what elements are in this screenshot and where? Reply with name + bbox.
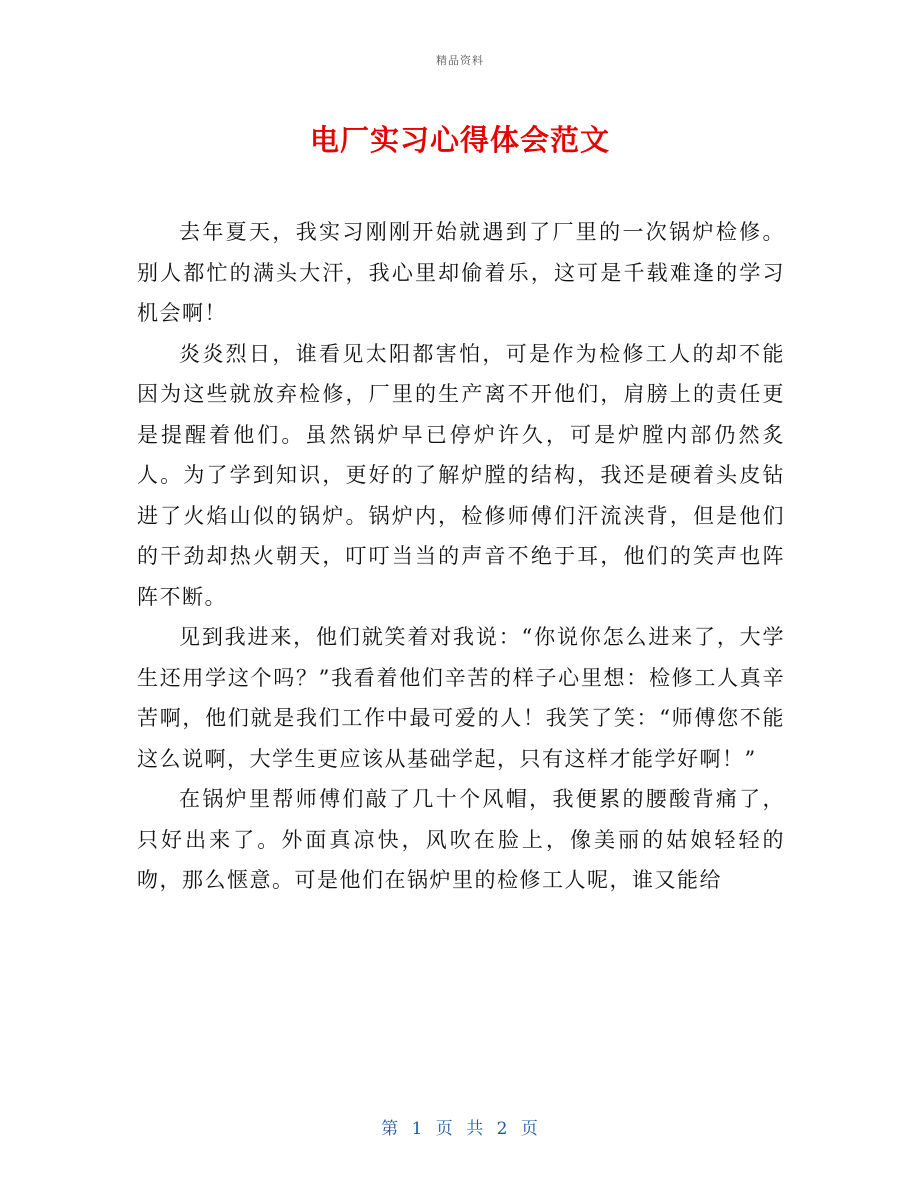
page-number-footer: 第 1 页 共 2 页 — [381, 1119, 539, 1139]
document-body — [137, 212, 785, 901]
paragraph-4: 在锅炉里帮师傅们敲了几十个风帽，我便累的腰酸背痛了，只好出来了。外面真凉快，风吹在脸上，像美丽的姑娘轻轻的吻，那么惬意。可是他们在锅炉里的检修工人呢，谁又能给 — [137, 787, 785, 892]
paragraph-3: 见到我进来，他们就笑着对我说：“你说你怎么进来了，大学生还用学这个吗？”我看着他们辛苦的样子心里想：检修工人真辛苦啊，他们就是我们工作中最可爱的人！我笑了笑：“师傅您不能这么说啊，大学生更应该从基础学起，只有这样才能学好啊！” — [137, 625, 785, 771]
paragraph-2: 炎炎烈日，谁看见太阳都害怕，可是作为检修工人的却不能因为这些就放弃检修，厂里的生产离不开他们，肩膀上的责任更是提醒着他们。虽然锅炉早已停炉许久，可是炉膛内部仍然炙人。为了学到知识，更好的了解炉膛的结构，我还是硬着头皮钻进了火焰山似的锅炉。锅炉内，检修师傅们汗流浃背，但是他们的干劲却热火朝天，叮叮当当的声音不绝于耳，他们的笑声也阵阵不断。 — [137, 341, 785, 609]
document-title: 电厂实习心得体会范文 — [309, 123, 610, 157]
header-note: 精品资料 — [436, 54, 484, 67]
paragraph-1: 去年夏天，我实习刚刚开始就遇到了厂里的一次锅炉检修。别人都忙的满头大汗，我心里却偷着乐，这可是千载难逢的学习机会啊！ — [137, 220, 785, 325]
